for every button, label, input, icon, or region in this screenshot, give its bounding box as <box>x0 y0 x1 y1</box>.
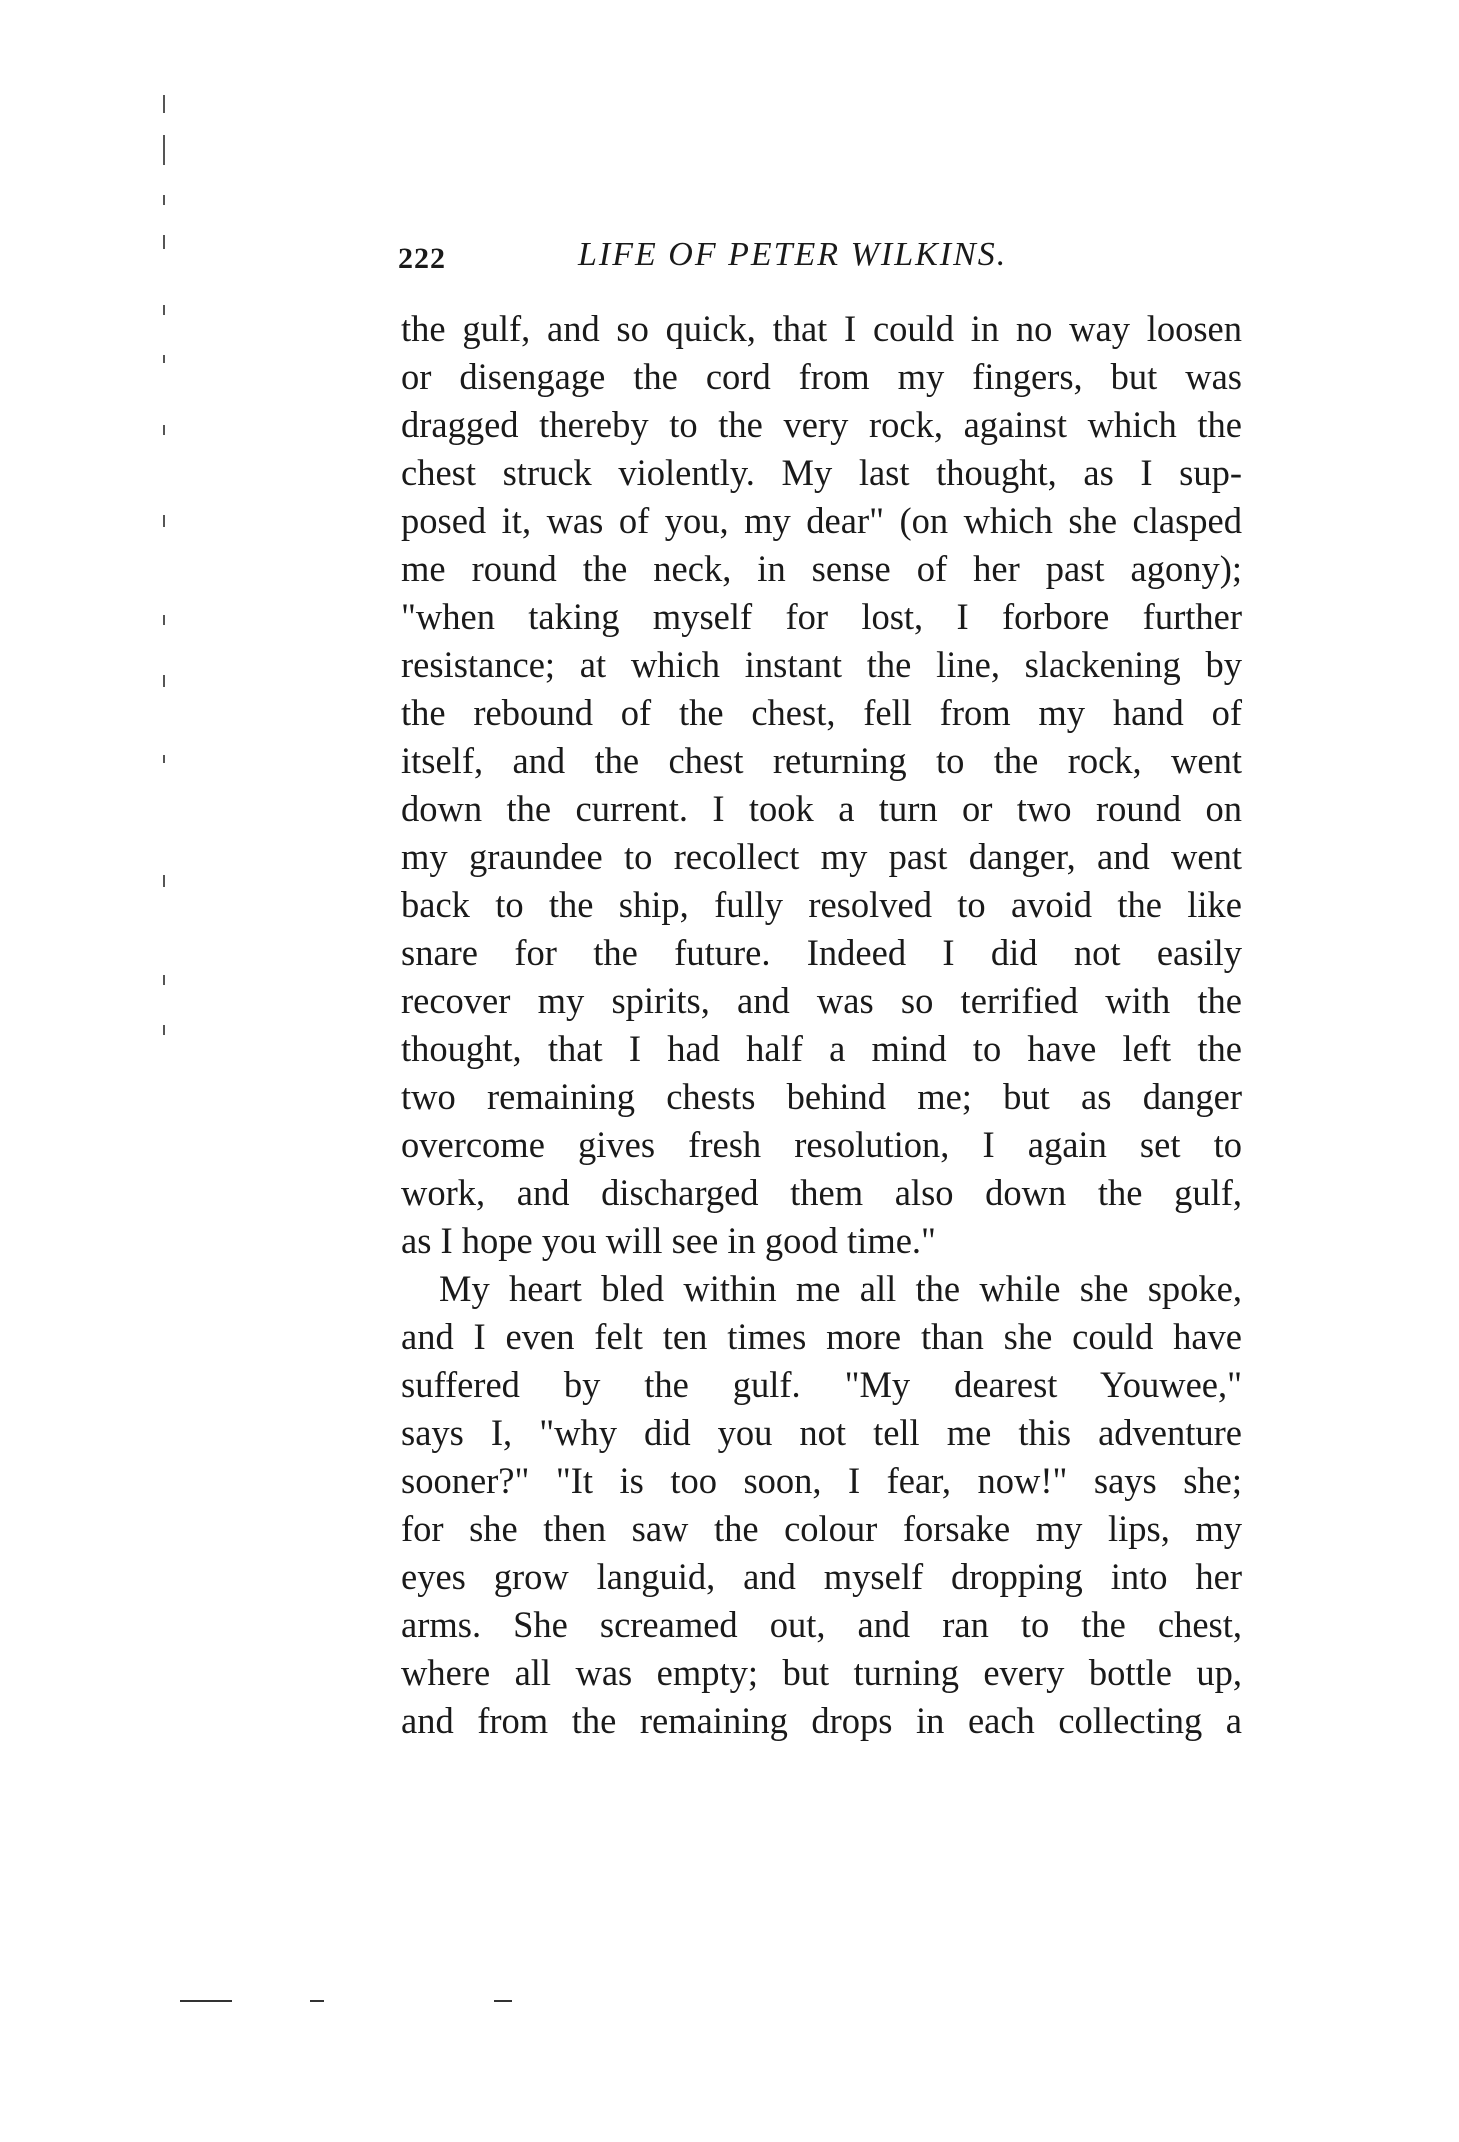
text-line: and I even felt ten times more than she could have <box>401 1316 1242 1357</box>
text-line: arms. She screamed out, and ran to the chest, <box>401 1604 1242 1645</box>
running-title: LIFE OF PETER WILKINS. <box>578 236 1008 273</box>
text-line-paragraph-start: My heart bled within me all the while she spoke, <box>439 1268 1242 1309</box>
text-line: the gulf, and so quick, that I could in no way loosen <box>401 308 1242 349</box>
text-line: for she then saw the colour forsake my lips, my <box>401 1508 1242 1549</box>
text-line: where all was empty; but turning every bottle up, <box>401 1652 1242 1693</box>
margin-gutter-marks <box>160 95 170 1055</box>
text-line: resistance; at which instant the line, slackening by <box>401 644 1242 685</box>
text-line: snare for the future. Indeed I did not easily <box>401 932 1242 973</box>
text-line: sooner?" "It is too soon, I fear, now!" says she; <box>401 1460 1242 1501</box>
text-line: my graundee to recollect my past danger, and went <box>401 836 1242 877</box>
text-line: down the current. I took a turn or two round on <box>401 788 1242 829</box>
text-line: eyes grow languid, and myself dropping into her <box>401 1556 1242 1597</box>
text-line: recover my spirits, and was so terrified with the <box>401 980 1242 1021</box>
text-line-paragraph-end: as I hope you will see in good time." <box>401 1220 936 1261</box>
text-line: or disengage the cord from my fingers, but was <box>401 356 1242 397</box>
body-text <box>401 305 1242 1745</box>
text-line: and from the remaining drops in each collecting a <box>401 1700 1242 1741</box>
text-line: itself, and the chest returning to the rock, went <box>401 740 1242 781</box>
text-line: work, and discharged them also down the gulf, <box>401 1172 1242 1213</box>
text-line: dragged thereby to the very rock, against which the <box>401 404 1242 445</box>
page-number: 222 <box>398 242 446 275</box>
text-line: me round the neck, in sense of her past agony); <box>401 548 1242 589</box>
text-line: two remaining chests behind me; but as danger <box>401 1076 1242 1117</box>
bottom-scan-marks <box>180 2000 540 2010</box>
text-line: suffered by the gulf. "My dearest Youwee," <box>401 1364 1242 1405</box>
text-line: thought, that I had half a mind to have left the <box>401 1028 1242 1069</box>
text-line: chest struck violently. My last thought, as I sup- <box>401 452 1242 493</box>
text-line: "when taking myself for lost, I forbore further <box>401 596 1242 637</box>
text-line: says I, "why did you not tell me this adventure <box>401 1412 1242 1453</box>
text-line: the rebound of the chest, fell from my hand of <box>401 692 1242 733</box>
text-line: back to the ship, fully resolved to avoid the like <box>401 884 1242 925</box>
text-line: overcome gives fresh resolution, I again set to <box>401 1124 1242 1165</box>
running-header <box>398 236 1242 286</box>
text-line: posed it, was of you, my dear" (on which she clasped <box>401 500 1242 541</box>
